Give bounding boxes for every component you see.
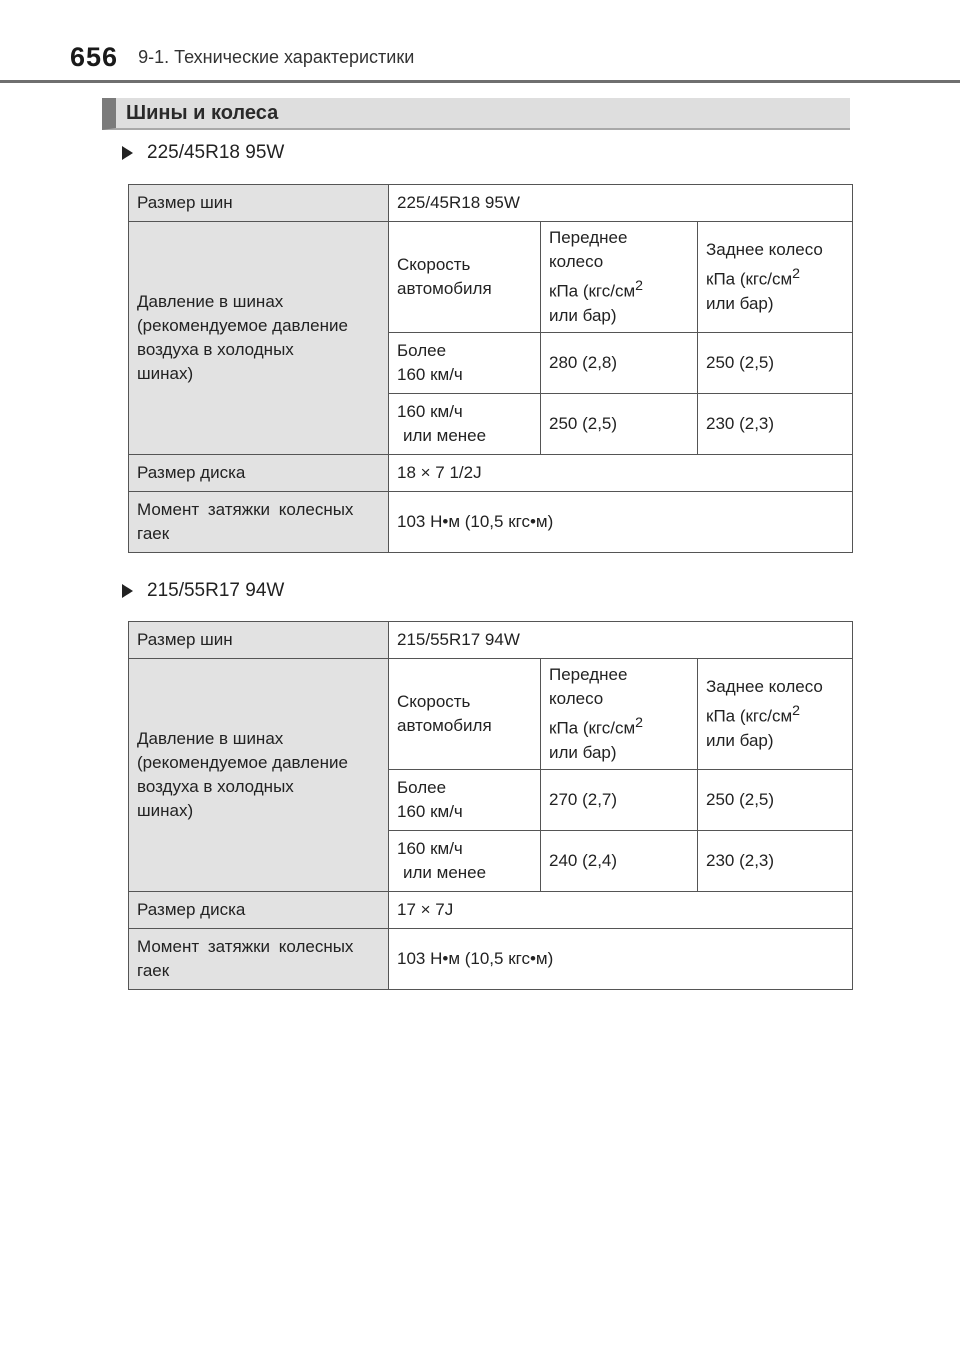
wheel-size-value: 17 × 7J (389, 892, 853, 929)
table-row (129, 222, 853, 333)
rear-wheel-header: Заднее колесо кПа ($кгс/см^2$ или бар) (698, 222, 853, 333)
table-2-heading-text: 215/55R17 94W (147, 580, 285, 601)
triangle-bullet-icon (122, 146, 133, 160)
speed-cell: Более 160 км/ч (389, 770, 541, 831)
tire-size-label: Размер шин (129, 622, 389, 659)
pressure-label: Давление в шинах (рекомендуемое давление воздуха в холодных шинах) (129, 222, 389, 455)
torque-label: Момент затяжки колесных гаек (129, 929, 389, 990)
speed-cell: 160 км/ч или менее (389, 394, 541, 455)
table-1-heading (122, 142, 284, 164)
spec-table-1 (128, 184, 853, 553)
torque-label: Момент затяжки колесных гаек (129, 492, 389, 553)
tire-size-value: 225/45R18 95W (389, 185, 853, 222)
triangle-bullet-icon (122, 584, 133, 598)
page-header (70, 40, 414, 74)
speed-cell: Более 160 км/ч (389, 333, 541, 394)
table-row (129, 185, 853, 222)
torque-value: 103 Н•м (10,5 кгс•м) (389, 492, 853, 553)
speed-header: Скорость автомобиля (389, 659, 541, 770)
tire-size-value: 215/55R17 94W (389, 622, 853, 659)
header-rule (0, 80, 960, 83)
front-wheel-header: Переднее колесо кПа ($кгс/см^2$ или бар) (541, 222, 698, 333)
section-heading-bar (102, 98, 850, 130)
front-pressure-cell: 280 (2,8) (541, 333, 698, 394)
table-row (129, 492, 853, 553)
table-row (129, 892, 853, 929)
wheel-size-label: Размер диска (129, 455, 389, 492)
table-row (129, 455, 853, 492)
front-pressure-cell: 270 (2,7) (541, 770, 698, 831)
rear-wheel-header: Заднее колесо кПа ($кгс/см^2$ или бар) (698, 659, 853, 770)
spec-table-2 (128, 621, 853, 990)
table-row (129, 622, 853, 659)
rear-pressure-cell: 250 (2,5) (698, 770, 853, 831)
table-1-heading-text: 225/45R18 95W (147, 142, 285, 163)
table-row (129, 659, 853, 770)
page-number: 656 (70, 41, 119, 72)
rear-pressure-cell: 250 (2,5) (698, 333, 853, 394)
rear-pressure-cell: 230 (2,3) (698, 831, 853, 892)
table-2-heading (122, 580, 284, 602)
tire-size-label: Размер шин (129, 185, 389, 222)
chapter-title: 9-1. Технические характеристики (138, 46, 415, 67)
speed-header: Скорость автомобиля (389, 222, 541, 333)
wheel-size-value: 18 × 7 1/2J (389, 455, 853, 492)
speed-cell: 160 км/ч или менее (389, 831, 541, 892)
front-pressure-cell: 250 (2,5) (541, 394, 698, 455)
pressure-label: Давление в шинах (рекомендуемое давление воздуха в холодных шинах) (129, 659, 389, 892)
section-heading: Шины и колеса (126, 102, 279, 124)
wheel-size-label: Размер диска (129, 892, 389, 929)
rear-pressure-cell: 230 (2,3) (698, 394, 853, 455)
front-pressure-cell: 240 (2,4) (541, 831, 698, 892)
torque-value: 103 Н•м (10,5 кгс•м) (389, 929, 853, 990)
table-row (129, 929, 853, 990)
front-wheel-header: Переднее колесо кПа ($кгс/см^2$ или бар) (541, 659, 698, 770)
